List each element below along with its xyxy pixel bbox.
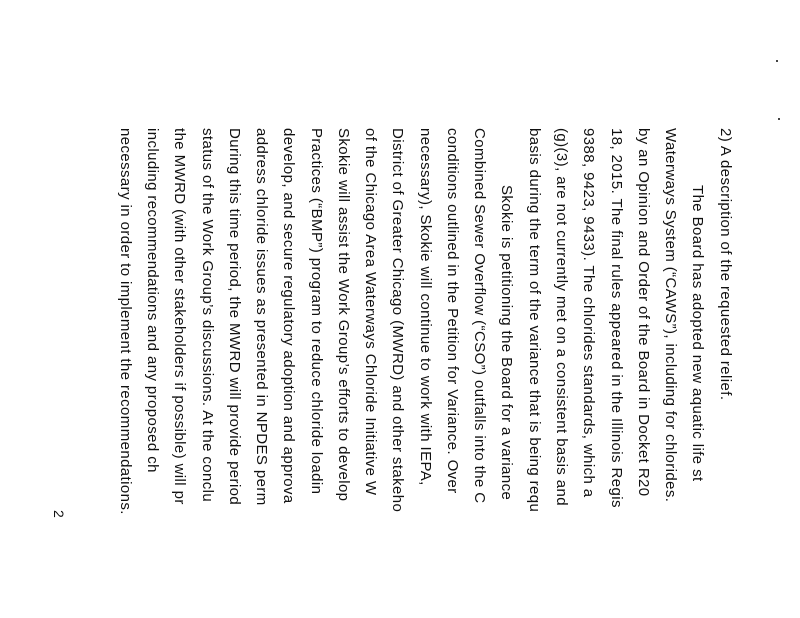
paragraph-2-line-1: Skokie is petitioning the Board for a variance — [498, 185, 515, 501]
paragraph-1-line-3: by an Opinion and Order of the Board in Docket R20 — [635, 128, 652, 497]
paragraph-2-line-6: of the Chicago Area Waterways Chloride Initiative W — [362, 128, 379, 496]
paragraph-2-line-10: address chloride issues as presented in NPDES perm — [253, 128, 270, 506]
paragraph-2-line-13: the MWRD (with other stakeholders if possible) will pr — [171, 128, 188, 505]
scan-speck — [776, 60, 778, 62]
paragraph-1-line-5: 9388, 9423, 9433). The chlorides standards, which a — [580, 128, 597, 498]
paragraph-2-line-14: including recommendations and any proposed ch — [144, 128, 161, 473]
paragraph-2-line-2: Combined Sewer Overflow (“CSO”) outfalls into the C — [471, 128, 488, 504]
paragraph-2-line-15: necessary in order to implement the recommendations. — [117, 128, 134, 515]
paragraph-2-line-3: conditions outlined in the Petition for Variance. Over — [444, 128, 461, 494]
paragraph-2-line-8: Practices (“BMP”) program to reduce chloride loadin — [308, 128, 325, 495]
paragraph-2-line-11: During this time period, the MWRD will provide period — [226, 128, 243, 506]
page-number: 2 — [51, 510, 67, 518]
paragraph-2-line-7: Skokie will assist the Work Group’s efforts to develop — [335, 128, 352, 502]
paragraph-2-line-9: develop, and secure regulatory adoption and approva — [280, 128, 297, 504]
heading-requested-relief: 2) A description of the requested relief. — [717, 128, 734, 401]
paragraph-1-line-1: The Board has adopted new aquatic life st — [689, 185, 706, 482]
paragraph-1-line-4: 18, 2015. The final rules appeared in the Illinois Regis — [608, 128, 625, 508]
paragraph-2-line-4: necessary), Skokie will continue to work with IEPA, — [417, 128, 434, 486]
paragraph-2-line-5: District of Greater Chicago (MWRD) and other stakeho — [389, 128, 406, 513]
scan-speck — [778, 118, 780, 120]
paragraph-2-line-12: status of the Work Group’s discussions. At the conclu — [199, 128, 216, 503]
paragraph-1-line-6: (g)(3), are not currently met on a consistent basis and — [553, 128, 570, 507]
paragraph-1-line-2: Waterways System (“CAWS”), including for chlorides. — [662, 128, 679, 503]
paragraph-1-line-7: basis during the term of the variance that is being requ — [526, 128, 543, 513]
